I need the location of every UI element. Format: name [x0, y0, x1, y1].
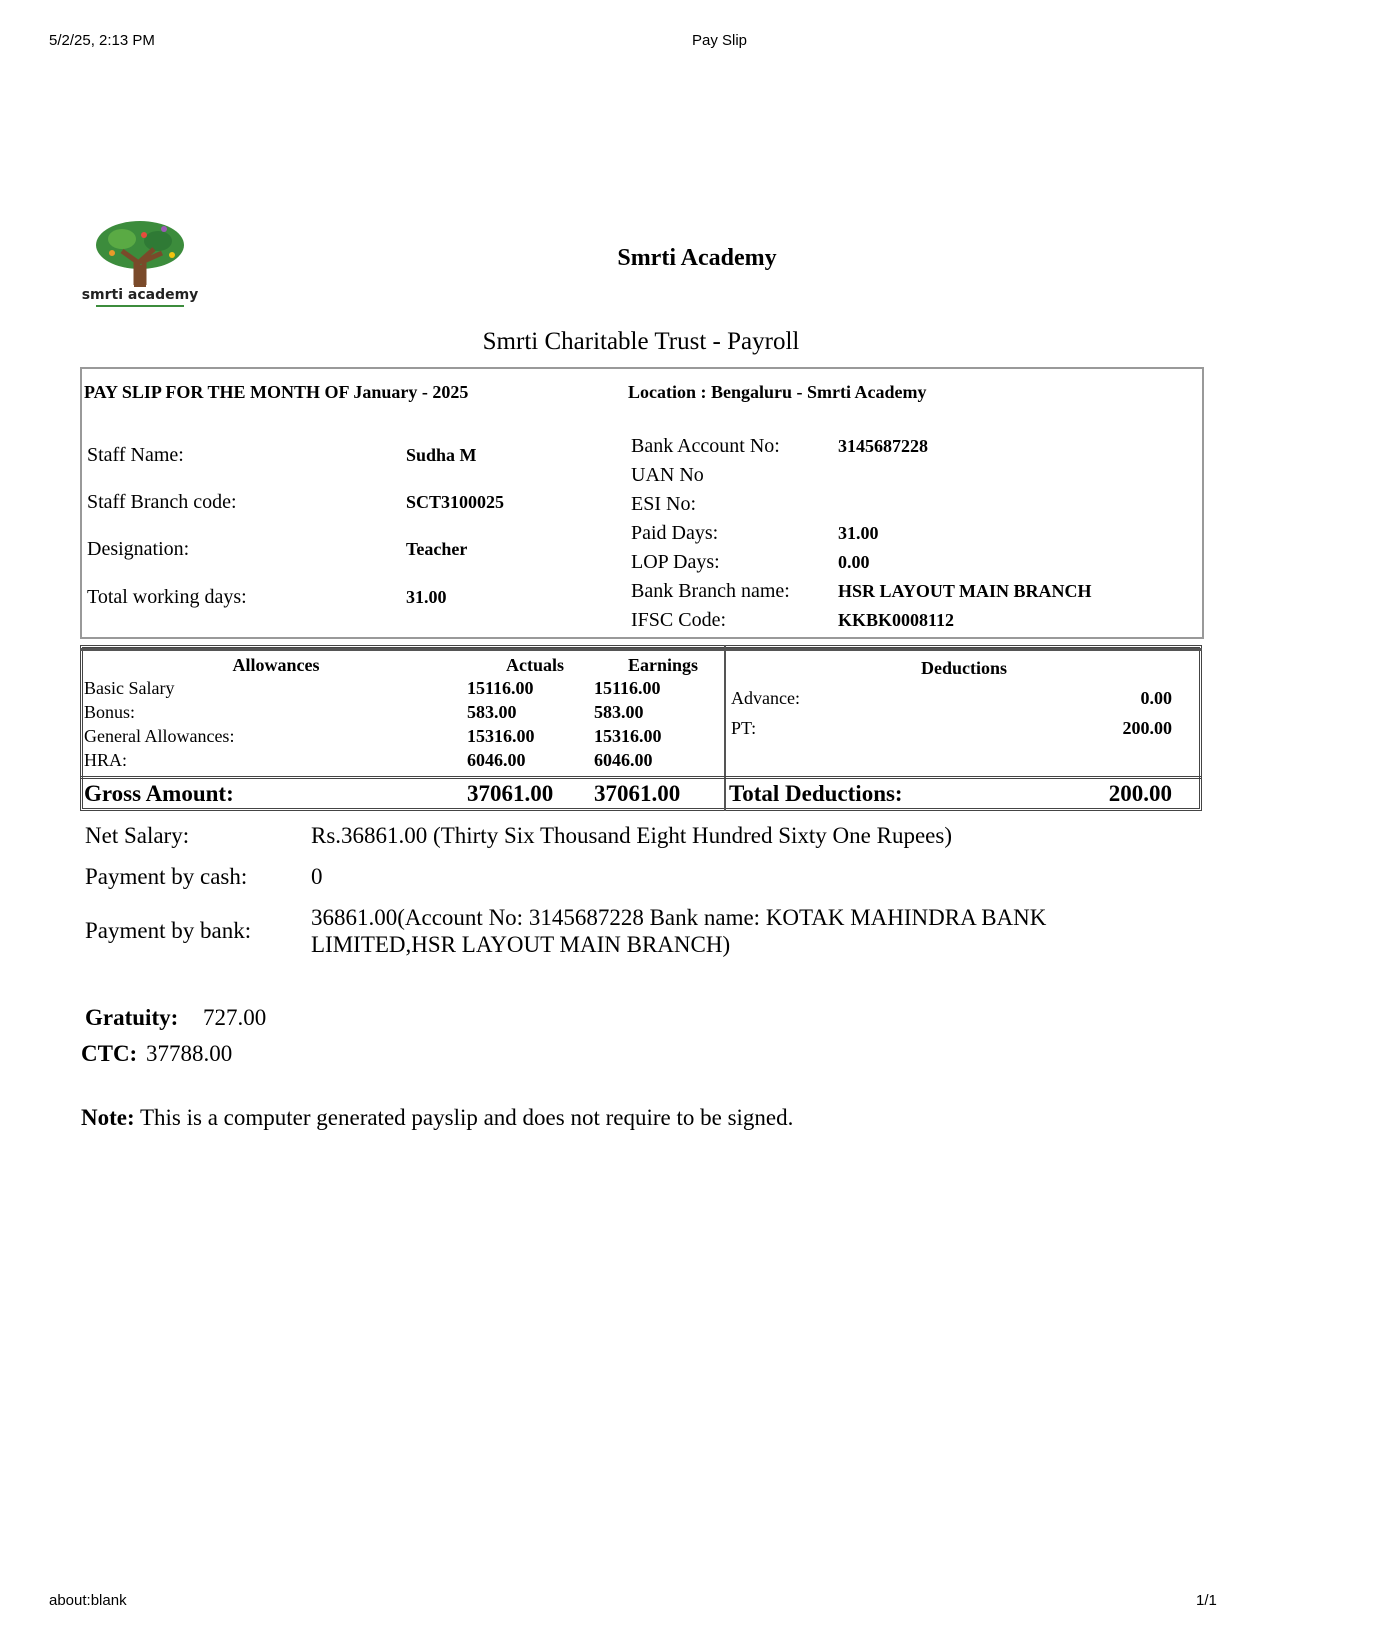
- net-salary-label: Net Salary:: [85, 823, 190, 848]
- allowance-actual: 6046.00: [467, 750, 526, 770]
- value-working-days: 31.00: [406, 587, 447, 607]
- ctc-value: 37788.00: [146, 1041, 233, 1066]
- note: [81, 1105, 793, 1131]
- table-total-rule: [80, 776, 1202, 779]
- net-salary-value: Rs.36861.00 (Thirty Six Thousand Eight Hundred Sixty One Rupees): [311, 823, 952, 848]
- label-staff-name: Staff Name:: [87, 444, 184, 466]
- allowance-name: Bonus:: [84, 702, 136, 722]
- header-allowances: Allowances: [232, 655, 320, 675]
- value-ifsc: KKBK0008112: [838, 610, 955, 630]
- svg-text:smrti academy: smrti academy: [81, 287, 199, 303]
- table-top-rule: [80, 648, 1202, 651]
- allowance-name: HRA:: [84, 750, 128, 770]
- value-branch-code: SCT3100025: [406, 492, 505, 512]
- label-ifsc: IFSC Code:: [631, 609, 727, 631]
- allowance-earning: 583.00: [594, 702, 644, 722]
- header-actuals: Actuals: [506, 655, 564, 675]
- allowance-earning: 15316.00: [594, 726, 662, 746]
- header-deductions: Deductions: [920, 658, 1007, 678]
- deduction-name: PT:: [731, 718, 757, 738]
- allowance-earning: 6046.00: [594, 750, 653, 770]
- gratuity-label: Gratuity:: [85, 1005, 179, 1030]
- bank-payment-line1: 36861.00(Account No: 3145687228 Bank name: KOTAK MAHINDRA BANK: [311, 905, 1047, 930]
- total-deductions-label: Total Deductions:: [729, 781, 903, 806]
- allowance-name: Basic Salary: [84, 678, 175, 698]
- deduction-value: 0.00: [1140, 688, 1172, 708]
- allowance-actual: 15316.00: [467, 726, 535, 746]
- deduction-name: Advance:: [731, 688, 800, 708]
- print-page-count: 1/1: [1196, 1592, 1217, 1609]
- label-bank-branch: Bank Branch name:: [631, 580, 790, 602]
- gross-actual: 37061.00: [467, 781, 554, 806]
- total-deductions-value: 200.00: [1108, 781, 1172, 806]
- header-earnings: Earnings: [627, 655, 698, 675]
- print-page-title: Pay Slip: [692, 32, 748, 49]
- value-paid-days: 31.00: [838, 523, 879, 543]
- gross-label: Gross Amount:: [84, 781, 234, 806]
- label-lop-days: LOP Days:: [631, 551, 720, 573]
- cash-value: 0: [311, 864, 323, 889]
- deduction-value: 200.00: [1122, 718, 1172, 738]
- label-branch-code: Staff Branch code:: [87, 491, 237, 513]
- value-lop-days: 0.00: [838, 552, 870, 572]
- payroll-subtitle: Smrti Charitable Trust - Payroll: [482, 328, 800, 355]
- print-datetime: 5/2/25, 2:13 PM: [49, 32, 155, 49]
- label-bank-account: Bank Account No:: [631, 435, 780, 457]
- value-bank-branch: HSR LAYOUT MAIN BRANCH: [838, 581, 1092, 601]
- label-working-days: Total working days:: [87, 586, 247, 608]
- label-esi: ESI No:: [631, 493, 696, 515]
- value-staff-name: Sudha M: [406, 445, 477, 465]
- gratuity-value: 727.00: [203, 1005, 267, 1030]
- label-uan: UAN No: [631, 464, 704, 486]
- value-bank-account: 3145687228: [838, 436, 928, 456]
- bank-payment-label: Payment by bank:: [85, 918, 252, 943]
- location: Location : Bengaluru - Smrti Academy: [628, 382, 927, 402]
- note-text: This is a computer generated payslip and does not require to be signed.: [134, 1105, 794, 1130]
- pay-month: PAY SLIP FOR THE MONTH OF January - 2025: [84, 382, 469, 402]
- org-name: Smrti Academy: [617, 245, 777, 271]
- print-url: about:blank: [49, 1592, 127, 1609]
- label-designation: Designation:: [87, 538, 190, 560]
- allowance-actual: 583.00: [467, 702, 517, 722]
- allowance-name: General Allowances:: [84, 726, 235, 746]
- allowance-earning: 15116.00: [594, 678, 661, 698]
- gross-earning: 37061.00: [594, 781, 681, 806]
- note-label: Note:: [81, 1105, 135, 1130]
- label-paid-days: Paid Days:: [631, 522, 719, 544]
- allowance-actual: 15116.00: [467, 678, 534, 698]
- ctc-label: CTC:: [81, 1041, 138, 1066]
- cash-label: Payment by cash:: [85, 864, 248, 889]
- bank-payment-line2: LIMITED,HSR LAYOUT MAIN BRANCH): [311, 932, 731, 957]
- value-designation: Teacher: [406, 539, 468, 559]
